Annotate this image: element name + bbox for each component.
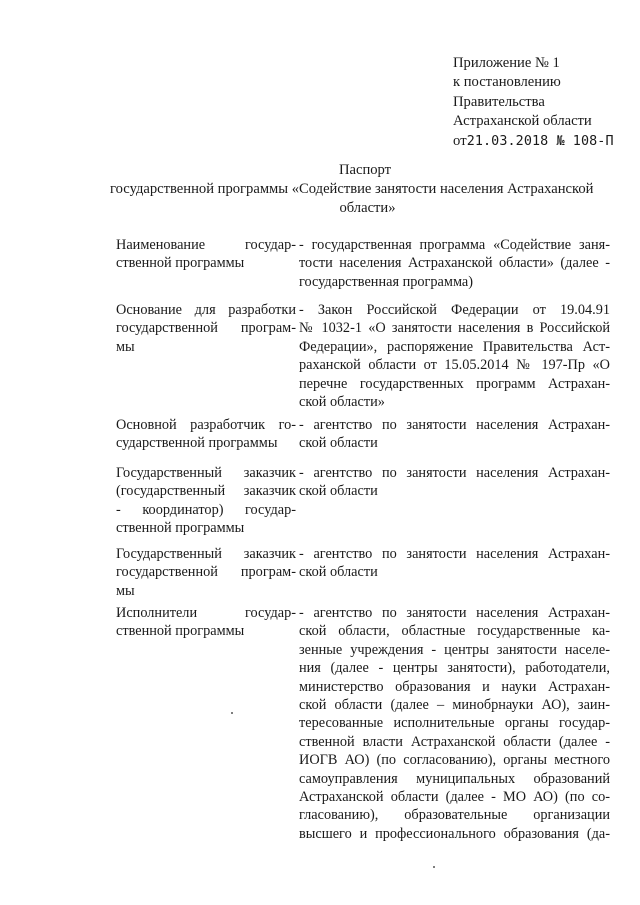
- value-line: тости населения Астраханской области» (далее -: [299, 255, 610, 272]
- row-value: [299, 464, 610, 538]
- passport-row-name: [116, 236, 610, 291]
- passport-row-executors: [116, 604, 610, 843]
- value-line: ской области: [299, 435, 378, 452]
- appendix-date-number: 21.03.2018 № 108-П: [466, 133, 614, 149]
- value-line: министерство образования и науки Астрахан-: [299, 678, 610, 695]
- row-value: [299, 236, 610, 291]
- label-line: Наименование государ-: [116, 237, 296, 253]
- value-line: зенные учреждения - центры занятости населе-: [299, 641, 610, 658]
- title-line-1: Паспорт: [338, 162, 392, 178]
- value-line: - агентство по занятости населения Астрахан-: [299, 417, 610, 433]
- value-line: государственная программа): [299, 273, 473, 290]
- value-line: ской области: [299, 483, 378, 500]
- passport-row-basis: [116, 301, 610, 411]
- row-label: [116, 301, 296, 411]
- value-line: - агентство по занятости населения Астрахан-: [299, 546, 610, 562]
- label-line: Государственный заказчик: [116, 546, 296, 562]
- row-label: [116, 545, 296, 600]
- row-value: [299, 545, 610, 600]
- value-line: раханской области от 15.05.2014 № 197-Пр «О: [299, 357, 610, 374]
- value-line: перечне государственных программ Астрахан-: [299, 375, 610, 392]
- label-line: ственной программы: [116, 520, 245, 537]
- value-line: ской области: [299, 564, 378, 581]
- appendix-line-1: Приложение № 1: [453, 55, 560, 71]
- label-line: мы: [116, 582, 135, 599]
- passport-row-developer: [116, 416, 610, 453]
- value-line: тересованные исполнительные органы государ-: [299, 715, 610, 732]
- value-line: ской области, областные государственные ка-: [299, 623, 610, 640]
- value-line: Федерации», распоряжение Правительства Аст-: [299, 338, 610, 355]
- label-line: Исполнители государ-: [116, 605, 296, 621]
- scan-speck: [231, 712, 233, 714]
- value-line: - агентство по занятости населения Астрахан-: [299, 465, 610, 481]
- label-line: ственной программы: [116, 623, 245, 640]
- value-line: самоуправления муниципальных образований: [299, 770, 610, 787]
- row-label: [116, 464, 296, 538]
- appendix-line-2: к постановлению: [453, 74, 561, 91]
- document-title: [100, 161, 620, 218]
- value-line: - Закон Российской Федерации от 19.04.91: [299, 302, 610, 318]
- value-line: ИОГВ АО) (по согласованию), органы местного: [299, 752, 610, 769]
- title-line-2: государственной программы «Содействие занятости населения Астраханской: [110, 181, 594, 197]
- row-value: [299, 604, 610, 843]
- value-line: ской области (далее – минобрнауки АО), заин-: [299, 697, 610, 714]
- appendix-date-prefix: от: [453, 132, 467, 149]
- value-line: - государственная программа «Содействие заня-: [299, 237, 610, 253]
- label-line: Основание для разработки: [116, 302, 296, 318]
- value-line: ской области»: [299, 394, 385, 411]
- row-label: [116, 416, 296, 453]
- label-line: Основной разработчик го-: [116, 417, 296, 433]
- appendix-line-3: Правительства: [453, 93, 545, 110]
- label-line: сударственной программы: [116, 435, 278, 452]
- appendix-header: [453, 54, 633, 151]
- passport-row-customer: [116, 545, 610, 600]
- value-line: гласованию), образовательные организации: [299, 807, 610, 824]
- label-line: (государственный заказчик: [116, 483, 296, 500]
- appendix-line-4: Астраханской области: [453, 113, 592, 130]
- label-line: мы: [116, 338, 135, 355]
- row-label: [116, 604, 296, 843]
- value-line: Астраханской области (далее - МО АО) (по со-: [299, 789, 610, 806]
- value-line: № 1032-1 «О занятости населения в Российской: [299, 320, 610, 337]
- title-line-3: области»: [339, 200, 396, 216]
- scan-speck: [433, 866, 435, 868]
- value-line: ственной власти Астраханской области (далее -: [299, 733, 610, 750]
- passport-row-customer-coordinator: [116, 464, 610, 538]
- label-line: - координатор) государ-: [116, 501, 296, 518]
- label-line: Государственный заказчик: [116, 465, 296, 481]
- row-label: [116, 236, 296, 291]
- value-line: высшего и профессионального образования (да-: [299, 825, 610, 842]
- value-line: - агентство по занятости населения Астрахан-: [299, 605, 610, 621]
- label-line: государственной програм-: [116, 320, 296, 337]
- row-value: [299, 416, 610, 453]
- appendix-date-line: [453, 132, 633, 151]
- row-value: [299, 301, 610, 411]
- value-line: ния (далее - центры занятости), работодатели,: [299, 660, 610, 677]
- label-line: ственной программы: [116, 255, 245, 272]
- label-line: государственной програм-: [116, 564, 296, 581]
